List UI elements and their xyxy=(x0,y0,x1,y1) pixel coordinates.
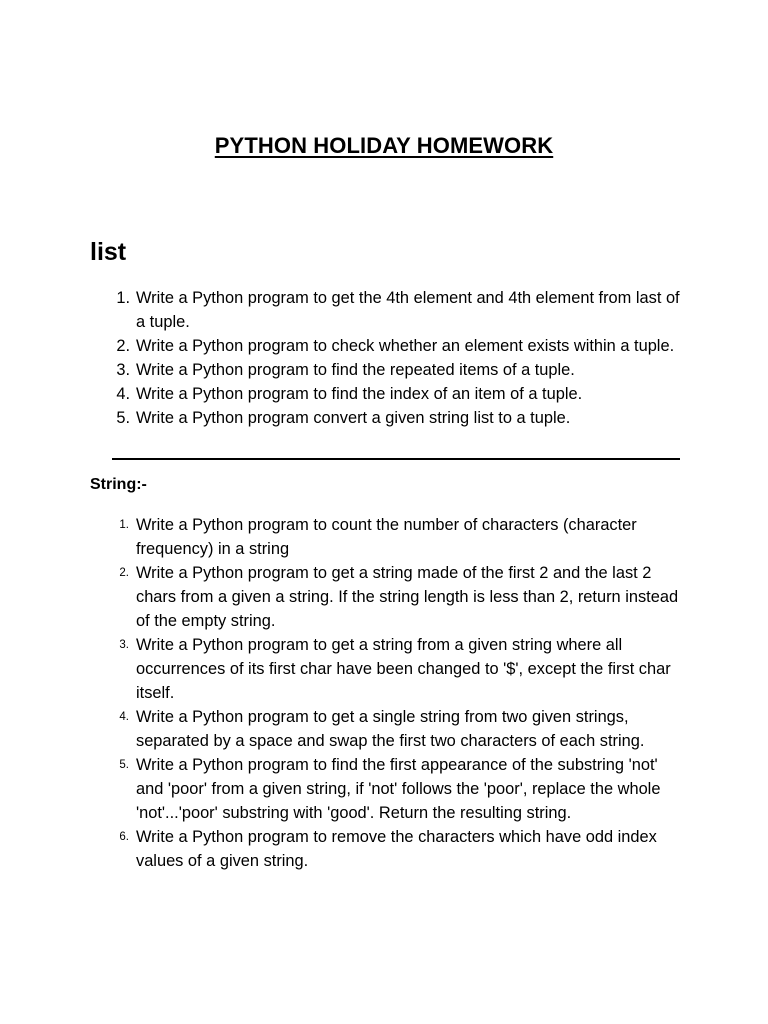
list-item xyxy=(119,513,681,561)
list-item xyxy=(119,633,681,705)
list-item-text: Write a Python program to find the first appearance of the substring 'not' and 'poor' from a given string, if 'not' follows the 'poor', replace the whole 'not'...'poor' substring with 'good'. Return the resulting string. xyxy=(136,756,661,822)
list-item xyxy=(116,286,681,334)
list-item-number: 6. xyxy=(119,831,129,843)
list-item xyxy=(116,382,681,406)
list-item-text: Write a Python program to remove the characters which have odd index values of a given string. xyxy=(136,828,657,870)
list-item xyxy=(119,825,681,873)
list-item-text: Write a Python program to get the 4th element and 4th element from last of a tuple. xyxy=(136,289,680,331)
list-item xyxy=(116,334,681,358)
string-section-heading: String:- xyxy=(90,476,147,493)
list-item xyxy=(116,406,681,430)
list-item-number: 1. xyxy=(119,519,129,531)
list-item-number: 3. xyxy=(116,361,130,379)
list-item-text: Write a Python program to get a string made of the first 2 and the last 2 chars from a given a string. If the string length is less than 2, return instead of the empty string. xyxy=(136,564,679,630)
list-item xyxy=(119,561,681,633)
list-item-number: 2. xyxy=(119,567,129,579)
list-item-number: 4. xyxy=(119,711,129,723)
list-item xyxy=(119,753,681,825)
section-divider xyxy=(112,458,680,460)
list-item xyxy=(119,705,681,753)
list-item-text: Write a Python program convert a given string list to a tuple. xyxy=(136,409,571,427)
string-questions xyxy=(119,513,681,873)
list-item-number: 3. xyxy=(119,639,129,651)
list-item-number: 5. xyxy=(119,759,129,771)
list-item-text: Write a Python program to get a single string from two given strings, separated by a space and swap the first two characters of each string. xyxy=(136,708,645,750)
list-item xyxy=(116,358,681,382)
list-item-text: Write a Python program to count the number of characters (character frequency) in a string xyxy=(136,516,637,558)
list-item-text: Write a Python program to find the index of an item of a tuple. xyxy=(136,385,583,403)
document-title: PYTHON HOLIDAY HOMEWORK xyxy=(214,133,554,158)
list-item-number: 1. xyxy=(116,289,130,307)
list-section-heading: list xyxy=(90,238,127,266)
list-item-number: 5. xyxy=(116,409,130,427)
list-item-text: Write a Python program to check whether an element exists within a tuple. xyxy=(136,337,675,355)
list-item-text: Write a Python program to get a string from a given string where all occurrences of its first char have been changed to '$', except the first char itself. xyxy=(136,636,671,702)
list-item-number: 4. xyxy=(116,385,130,403)
list-item-number: 2. xyxy=(116,337,130,355)
list-questions xyxy=(116,286,681,430)
list-item-text: Write a Python program to find the repeated items of a tuple. xyxy=(136,361,575,379)
